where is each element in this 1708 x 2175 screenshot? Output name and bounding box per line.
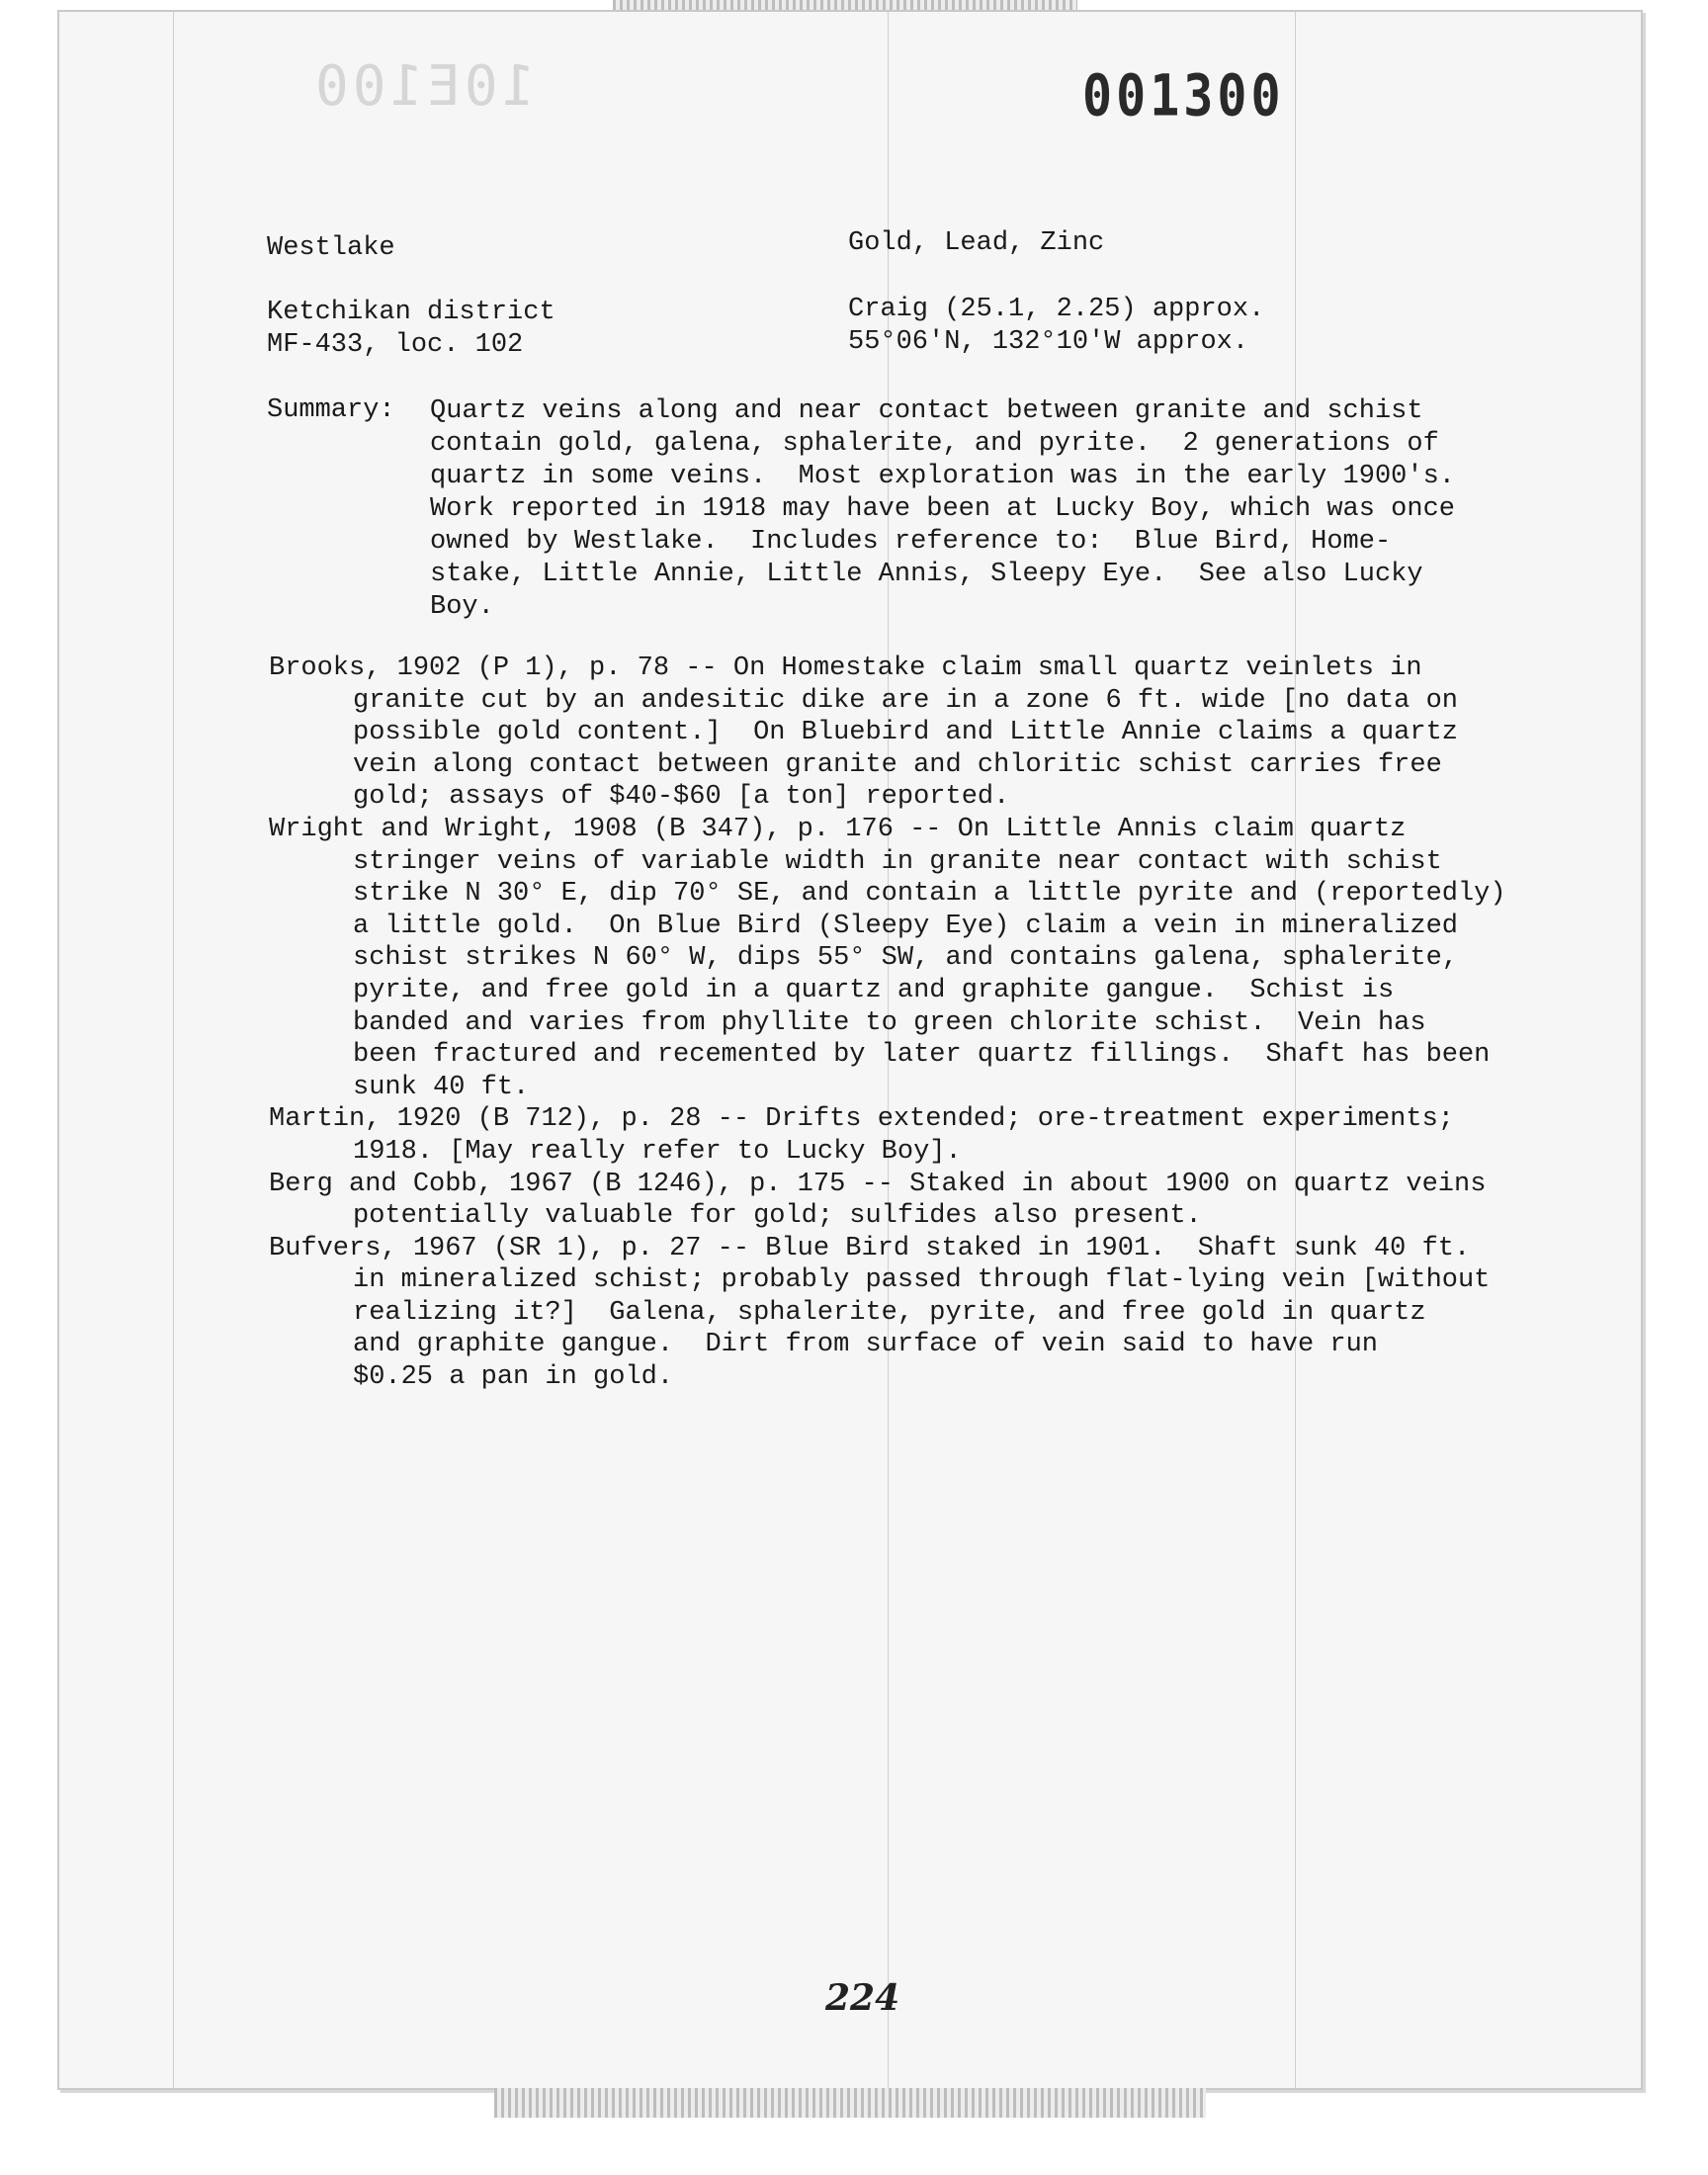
- summary-line: quartz in some veins. Most exploration was in the early 1900's.: [430, 462, 1455, 491]
- reference-entry: [269, 1233, 1554, 1394]
- deposit-name: Westlake: [267, 233, 395, 263]
- reference-line: gold; assays of $40-$60 [a ton] reported.: [353, 782, 1010, 813]
- summary-line: contain gold, galena, sphalerite, and pyrite. 2 generations of: [430, 429, 1439, 459]
- summary-label: Summary:: [267, 395, 395, 425]
- reference-line: Martin, 1920 (B 712), p. 28 -- Drifts extended; ore-treatment experiments;: [269, 1104, 1454, 1135]
- reference-line: banded and varies from phyllite to green chlorite schist. Vein has: [353, 1007, 1426, 1038]
- reference-entry: [269, 814, 1554, 1103]
- reference-line: stringer veins of variable width in granite near contact with schist: [353, 846, 1442, 877]
- faint-stamp-number: 10E100: [311, 54, 536, 119]
- reference-line: sunk 40 ft.: [353, 1072, 530, 1102]
- reference-line: in mineralized schist; probably passed through flat-lying vein [without: [353, 1265, 1491, 1296]
- summary-line: Boy.: [430, 592, 494, 622]
- summary-text: [430, 395, 1497, 624]
- reference-line: a little gold. On Blue Bird (Sleepy Eye) claim a vein in mineralized: [353, 911, 1458, 941]
- reference-entry: [269, 1103, 1554, 1168]
- coordinates: 55°06'N, 132°10'W approx.: [848, 327, 1249, 357]
- summary-line: owned by Westlake. Includes reference to: Blue Bird, Home-: [430, 527, 1392, 557]
- scan-artifact-bottom: [494, 2088, 1206, 2118]
- reference-line: pyrite, and free gold in a quartz and graphite gangue. Schist is: [353, 975, 1395, 1005]
- reference-line: possible gold content.] On Bluebird and Little Annie claims a quartz: [353, 718, 1458, 748]
- reference-line: potentially valuable for gold; sulfides also present.: [353, 1201, 1202, 1232]
- fold-line: [173, 12, 174, 2088]
- reference-line: vein along contact between granite and chloritic schist carries free: [353, 749, 1442, 780]
- reference-line: Brooks, 1902 (P 1), p. 78 -- On Homestake claim small quartz veinlets in: [269, 653, 1422, 683]
- map-location: MF-433, loc. 102: [267, 330, 524, 360]
- page-number: 224: [825, 1977, 900, 2019]
- reference-line: Bufvers, 1967 (SR 1), p. 27 -- Blue Bird staked in 1901. Shaft sunk 40 ft.: [269, 1233, 1471, 1263]
- reference-line: Wright and Wright, 1908 (B 347), p. 176 -- On Little Annis claim quartz: [269, 814, 1407, 844]
- reference-line: and graphite gangue. Dirt from surface of vein said to have run: [353, 1330, 1378, 1360]
- commodities: Gold, Lead, Zinc: [848, 228, 1105, 258]
- reference-line: realizing it?] Galena, sphalerite, pyrite, and free gold in quartz: [353, 1297, 1426, 1328]
- reference-list: [269, 652, 1554, 1394]
- quadrangle: Craig (25.1, 2.25) approx.: [848, 295, 1265, 324]
- reference-line: granite cut by an andesitic dike are in a zone 6 ft. wide [no data on: [353, 685, 1458, 716]
- reference-line: been fractured and recemented by later quartz fillings. Shaft has been: [353, 1040, 1491, 1071]
- summary-line: Quartz veins along and near contact between granite and schist: [430, 396, 1423, 426]
- district: Ketchikan district: [267, 298, 555, 327]
- reference-line: schist strikes N 60° W, dips 55° SW, and contains galena, sphalerite,: [353, 943, 1458, 974]
- reference-entry: [269, 1169, 1554, 1233]
- reference-line: strike N 30° E, dip 70° SE, and contain a little pyrite and (reportedly): [353, 879, 1506, 910]
- summary-line: Work reported in 1918 may have been at Lucky Boy, which was once: [430, 494, 1455, 524]
- stamp-number: 001300: [1082, 62, 1285, 130]
- reference-line: Berg and Cobb, 1967 (B 1246), p. 175 -- Staked in about 1900 on quartz veins: [269, 1169, 1487, 1199]
- summary-line: stake, Little Annie, Little Annis, Sleepy Eye. See also Lucky: [430, 560, 1423, 589]
- reference-line: 1918. [May really refer to Lucky Boy].: [353, 1136, 962, 1167]
- reference-entry: [269, 652, 1554, 814]
- reference-line: $0.25 a pan in gold.: [353, 1362, 674, 1393]
